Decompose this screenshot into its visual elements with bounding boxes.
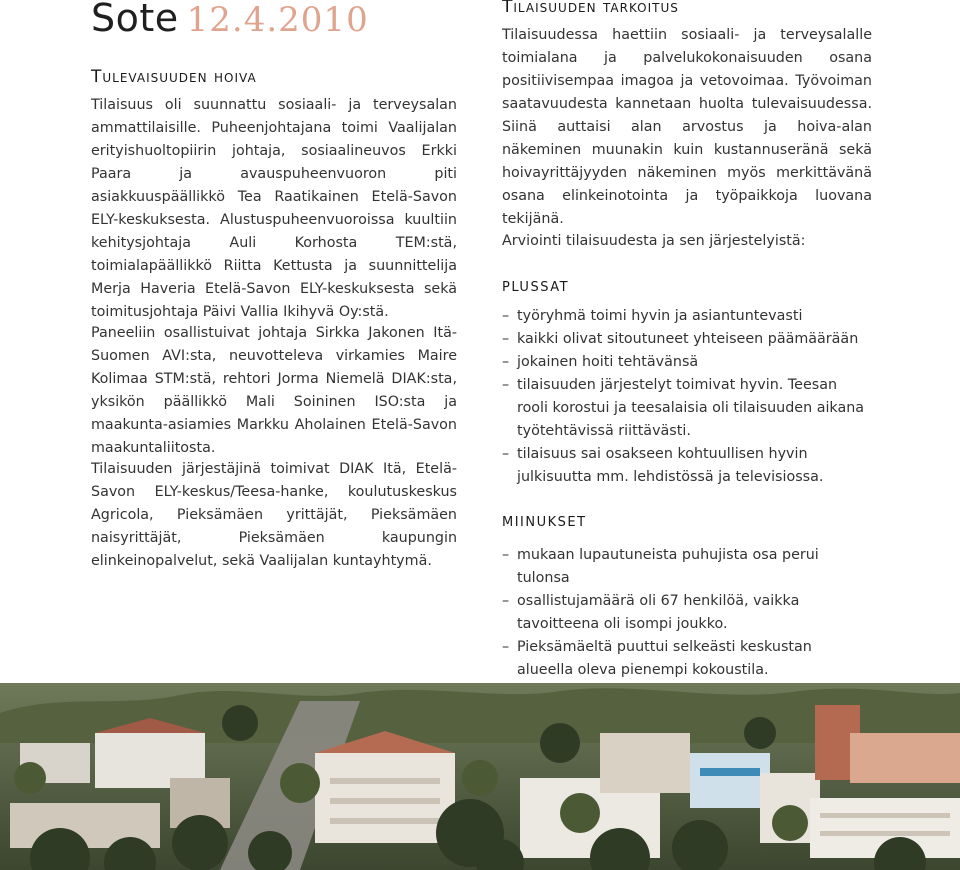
town-photo: [0, 683, 960, 870]
list-item: – osallistujamäärä oli 67 henkilöä, vaikka tavoitteena oli isompi joukko.: [502, 590, 872, 636]
list-item: – Pieksämäeltä puuttui selkeästi keskustan alueella oleva pienempi kokoustila.: [502, 636, 872, 682]
title-date: 12.4.2010: [186, 0, 369, 40]
organizers-paragraph: Tilaisuuden järjestäjinä toimivat DIAK Itä, Etelä-Savon ELY-keskus/Teesa-hanke, koulutuskeskus Agricola, Pieksämäen yrittäjät, Pieksämäen naisyrittäjät, Pieksämäen kaupungin elinkeinopalvelut, sekä Vaalijalan kuntayhtymä.: [91, 461, 457, 569]
list-item: – mukaan lupautuneista puhujista osa perui tulonsa: [502, 544, 872, 590]
miinukset-list: [502, 544, 872, 682]
plussat-heading: PLUSSAT: [502, 280, 570, 295]
evaluation-intro: Arviointi tilaisuudesta ja sen järjestelyistä:: [502, 233, 806, 249]
section-heading: Tulevaisuuden hoiva: [91, 67, 257, 87]
purpose-paragraph: Tilaisuudessa haettiin sosiaali- ja terveysalalle toimialana ja palvelukokonaisuuden osana positiivisempaa imagoa ja vetovoimaa. Työvoiman saatavuudesta kannetaan huolta tulevaisuudessa. Siinä auttaisi alan arvostus ja hoiva-alan näkeminen muunakin kuin kustannuseränä sekä hoivayrittäjyyden näkeminen myös merkittävänä osana elinkeinotointa ja työpaikkoja luovana tekijänä.: [502, 27, 872, 227]
town-panorama-image: [0, 683, 960, 870]
plussat-list: [502, 305, 872, 489]
list-item: – työryhmä toimi hyvin ja asiantuntevasti: [502, 305, 872, 328]
title-text: Sote: [91, 0, 179, 40]
list-item: – jokainen hoiti tehtävänsä: [502, 351, 872, 374]
miinukset-heading: MIINUKSET: [502, 515, 587, 530]
list-item: – tilaisuus sai osakseen kohtuullisen hyvin julkisuutta mm. lehdistössä ja televisiossa.: [502, 443, 872, 489]
list-item: – tilaisuuden järjestelyt toimivat hyvin. Teesan rooli korostui ja teesalaisia oli tilaisuuden aikana työtehtävissä riittävästi.: [502, 374, 872, 443]
list-item: – kaikki olivat sitoutuneet yhteiseen päämäärään: [502, 328, 872, 351]
page-title: [91, 0, 369, 40]
panel-paragraph: Paneeliin osallistuivat johtaja Sirkka Jakonen Itä-Suomen AVI:sta, neuvotteleva virkamies Maire Kolimaa STM:stä, rehtori Jorma Niemelä DIAK:sta, yksikön päällikkö Mali Soininen ISO:sta ja maakunta-asiamies Markku Aholainen Etelä-Savon maakuntaliitosta.: [91, 325, 457, 456]
section-heading: Tilaisuuden tarkoitus: [502, 0, 679, 17]
intro-paragraph: Tilaisuus oli suunnattu sosiaali- ja terveysalan ammattilaisille. Puheenjohtajana toimi Vaalijalan erityishuoltopiirin johtaja, sosiaalineuvos Erkki Paara ja avauspuheenvuoron piti asiakkuuspäällikkö Tea Raatikainen Etelä-Savon ELY-keskuksesta. Alustuspuheenvuoroissa kuultiin kehitysjohtaja Auli Korhosta TEM:stä, toimialapäällikkö Riitta Kettusta ja suunnittelija Merja Haveria Etelä-Savon ELY-keskuksesta sekä toimitusjohtaja Päivi Vallia Ikihyvä Oy:stä.: [91, 97, 457, 320]
